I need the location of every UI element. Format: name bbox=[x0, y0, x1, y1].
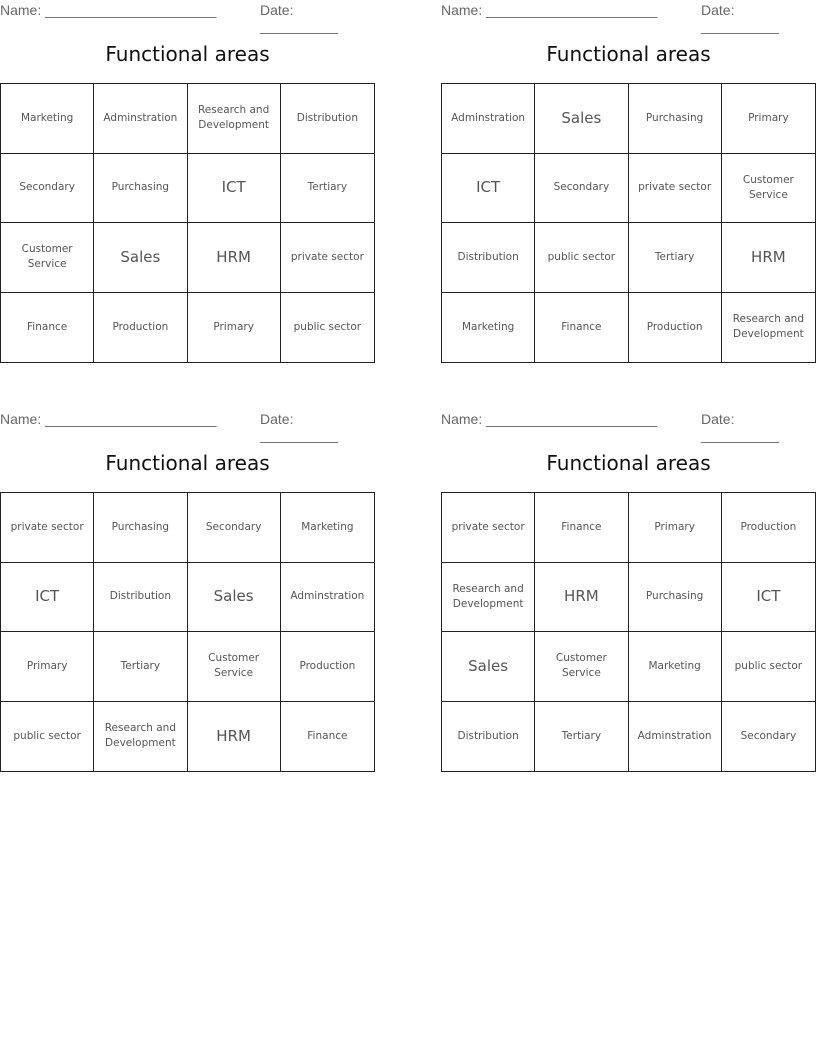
grid-cell: Research and Development bbox=[442, 563, 535, 633]
grid-cell: Sales bbox=[442, 632, 535, 702]
grid-cell: Research and Development bbox=[94, 702, 187, 772]
grid-cell: Production bbox=[722, 493, 815, 563]
date-field: Date: __________ bbox=[701, 2, 779, 34]
name-field: Name: ______________________ bbox=[441, 2, 658, 18]
grid-cell: private sector bbox=[442, 493, 535, 563]
grid-cell: ICT bbox=[1, 563, 94, 633]
grid-cell: Secondary bbox=[1, 154, 94, 224]
grid-cell: Finance bbox=[535, 493, 628, 563]
grid-cell: Secondary bbox=[740, 729, 797, 742]
grid-cell: Purchasing bbox=[629, 563, 722, 633]
grid-cell: Customer Service bbox=[1, 223, 94, 293]
grid-cell: ICT bbox=[188, 154, 281, 224]
grid-cell: Purchasing bbox=[629, 84, 722, 154]
bingo-card bbox=[441, 0, 816, 360]
bingo-grid bbox=[441, 492, 816, 772]
grid-cell: Distribution bbox=[442, 223, 535, 293]
grid-cell: Research and Development bbox=[188, 84, 281, 154]
grid-cell: Production bbox=[629, 293, 722, 363]
grid-cell: Purchasing bbox=[94, 154, 187, 224]
grid-cell: HRM bbox=[722, 223, 815, 293]
bingo-card bbox=[441, 409, 816, 769]
date-field: Date: __________ bbox=[260, 411, 338, 443]
grid-cell: Finance bbox=[1, 293, 94, 363]
header-fields bbox=[0, 411, 375, 443]
header-fields bbox=[441, 411, 816, 443]
grid-cell: Distribution bbox=[281, 84, 374, 154]
date-field: Date: __________ bbox=[701, 411, 779, 443]
grid-cell: Finance bbox=[535, 293, 628, 363]
grid-cell: Marketing bbox=[1, 84, 94, 154]
card-title: Functional areas bbox=[105, 42, 270, 66]
grid-cell: Marketing bbox=[629, 632, 722, 702]
grid-cell: Distribution bbox=[442, 702, 535, 772]
grid-cell: Secondary bbox=[535, 154, 628, 224]
grid-cell: Tertiary bbox=[535, 702, 628, 772]
header-fields bbox=[0, 2, 375, 34]
grid-cell: Finance bbox=[307, 729, 348, 742]
bingo-grid bbox=[441, 83, 816, 363]
grid-cell: Primary bbox=[629, 493, 722, 563]
grid-cell: Production bbox=[281, 632, 374, 702]
card-title: Functional areas bbox=[105, 451, 270, 475]
grid-cell: private sector bbox=[1, 493, 94, 563]
card-title: Functional areas bbox=[546, 451, 711, 475]
header-fields bbox=[441, 2, 816, 34]
grid-cell: Marketing bbox=[442, 293, 535, 363]
grid-cell: Tertiary bbox=[281, 154, 374, 224]
grid-cell: Marketing bbox=[281, 493, 374, 563]
grid-cell: Customer Service bbox=[722, 154, 815, 224]
grid-cell: HRM bbox=[188, 223, 281, 293]
grid-cell: Primary bbox=[1, 632, 94, 702]
grid-cell: public sector bbox=[293, 320, 362, 333]
grid-cell: private sector bbox=[629, 154, 722, 224]
grid-cell: Adminstration bbox=[94, 84, 187, 154]
bingo-card bbox=[0, 0, 375, 360]
name-field: Name: ______________________ bbox=[0, 411, 217, 427]
grid-cell: public sector bbox=[535, 223, 628, 293]
grid-cell: Primary bbox=[722, 84, 815, 154]
bingo-grid bbox=[0, 83, 375, 363]
grid-cell: ICT bbox=[442, 154, 535, 224]
grid-cell: Distribution bbox=[94, 563, 187, 633]
grid-cell: Sales bbox=[188, 563, 281, 633]
grid-cell: Primary bbox=[188, 293, 281, 363]
grid-cell: HRM bbox=[188, 702, 281, 772]
bingo-card bbox=[0, 409, 375, 769]
grid-cell: Adminstration bbox=[281, 563, 374, 633]
grid-cell: public sector bbox=[722, 632, 815, 702]
grid-cell: Adminstration bbox=[629, 702, 722, 772]
name-field: Name: ______________________ bbox=[0, 2, 217, 18]
grid-cell: Customer Service bbox=[188, 632, 281, 702]
grid-cell: Production bbox=[94, 293, 187, 363]
grid-cell: Adminstration bbox=[442, 84, 535, 154]
grid-cell: Tertiary bbox=[629, 223, 722, 293]
grid-cell: HRM bbox=[535, 563, 628, 633]
grid-cell: Tertiary bbox=[94, 632, 187, 702]
grid-cell: Purchasing bbox=[94, 493, 187, 563]
date-field: Date: __________ bbox=[260, 2, 338, 34]
grid-cell: Customer Service bbox=[535, 632, 628, 702]
grid-cell: ICT bbox=[722, 563, 815, 633]
grid-cell: Sales bbox=[94, 223, 187, 293]
grid-cell: Secondary bbox=[188, 493, 281, 563]
grid-cell: public sector bbox=[1, 702, 94, 772]
name-field: Name: ______________________ bbox=[441, 411, 658, 427]
card-title: Functional areas bbox=[546, 42, 711, 66]
grid-cell: Research and Development bbox=[732, 313, 804, 341]
grid-cell: private sector bbox=[281, 223, 374, 293]
grid-cell: Sales bbox=[535, 84, 628, 154]
bingo-grid bbox=[0, 492, 375, 772]
